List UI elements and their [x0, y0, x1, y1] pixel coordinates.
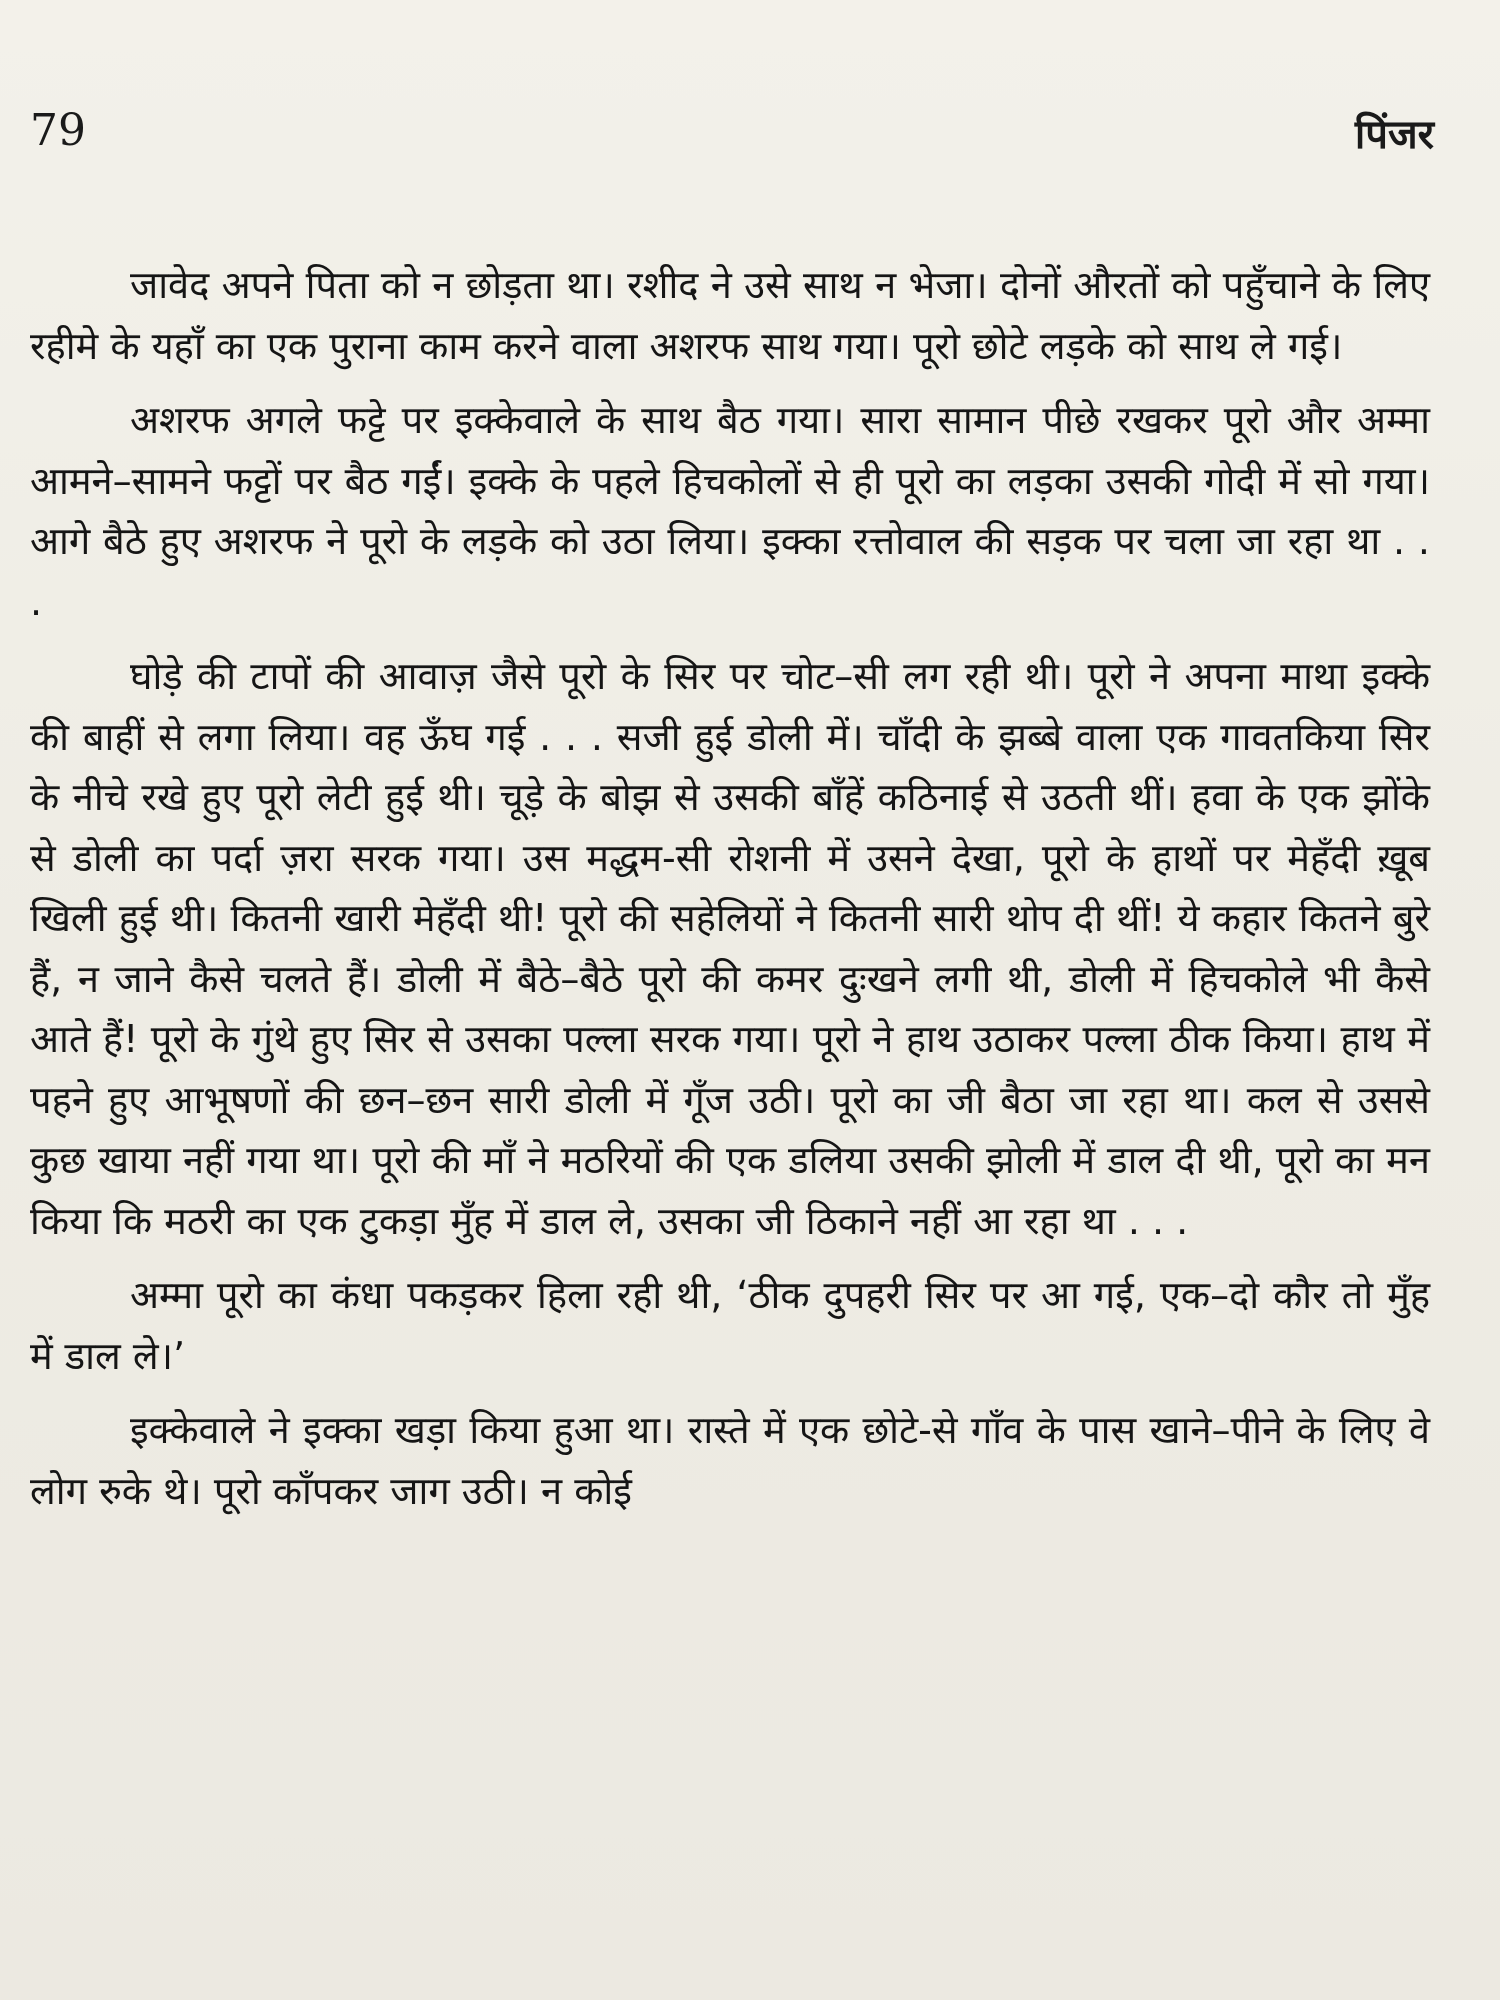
- page-number: 79: [30, 105, 86, 156]
- paragraph-3: घोड़े की टापों की आवाज़ जैसे पूरो के सिर पर चोट–सी लग रही थी। पूरो ने अपना माथा इक्के की बाहीं से लगा लिया। वह ऊँघ गई . . . सजी हुई डोली में। चाँदी के झब्बे वाला एक गावतकिया सिर के नीचे रखे हुए पूरो लेटी हुई थी। चूड़े के बोझ से उसकी बाँहें कठिनाई से उठती थीं। हवा के एक झोंके से डोली का पर्दा ज़रा सरक गया। उस मद्धम-सी रोशनी में उसने देखा, पूरो के हाथों पर मेहँदी ख़ूब खिली हुई थी। कितनी खारी मेहँदी थी! पूरो की सहेलियों ने कितनी सारी थोप दी थीं! ये कहार कितने बुरे हैं, न जाने कैसे चलते हैं। डोली में बैठे–बैठे पूरो की कमर दुःखने लगी थी, डोली में हिचकोले भी कैसे आते हैं! पूरो के गुंथे हुए सिर से उसका पल्ला सरक गया। पूरो ने हाथ उठाकर पल्ला ठीक किया। हाथ में पहने हुए आभूषणों की छन–छन सारी डोली में गूँज उठी। पूरो का जी बैठा जा रहा था। कल से उससे कुछ खाया नहीं गया था। पूरो की माँ ने मठरियों की एक डलिया उसकी झोली में डाल दी थी, पूरो का मन किया कि मठरी का एक टुकड़ा मुँह में डाल ले, उसका जी ठिकाने नहीं आ रहा था . . .: [30, 654, 1430, 1243]
- paragraph-2: अशरफ अगले फट्टे पर इक्केवाले के साथ बैठ गया। सारा सामान पीछे रखकर पूरो और अम्मा आमने–सामने फट्टों पर बैठ गईं। इक्के के पहले हिचकोलों से ही पूरो का लड़का उसकी गोदी में सो गया। आगे बैठे हुए अशरफ ने पूरो के लड़के को उठा लिया। इक्का रत्तोवाल की सड़क पर चला जा रहा था . . .: [30, 398, 1430, 624]
- running-title: पिंजर: [1354, 112, 1434, 158]
- paragraph-5: इक्केवाले ने इक्का खड़ा किया हुआ था। रास्ते में एक छोटे-से गाँव के पास खाने–पीने के लिए वे लोग रुके थे। पूरो काँपकर जाग उठी। न कोई: [30, 1408, 1430, 1513]
- paragraph-4: अम्मा पूरो का कंधा पकड़कर हिला रही थी, ‘ठीक दुपहरी सिर पर आ गई, एक–दो कौर तो मुँह में डाल ले।’: [30, 1273, 1430, 1378]
- body-text: [30, 255, 1430, 1535]
- paragraph-1: जावेद अपने पिता को न छोड़ता था। रशीद ने उसे साथ न भेजा। दोनों औरतों को पहुँचाने के लिए रहीमे के यहाँ का एक पुराना काम करने वाला अशरफ साथ गया। पूरो छोटे लड़के को साथ ले गई।: [30, 263, 1430, 368]
